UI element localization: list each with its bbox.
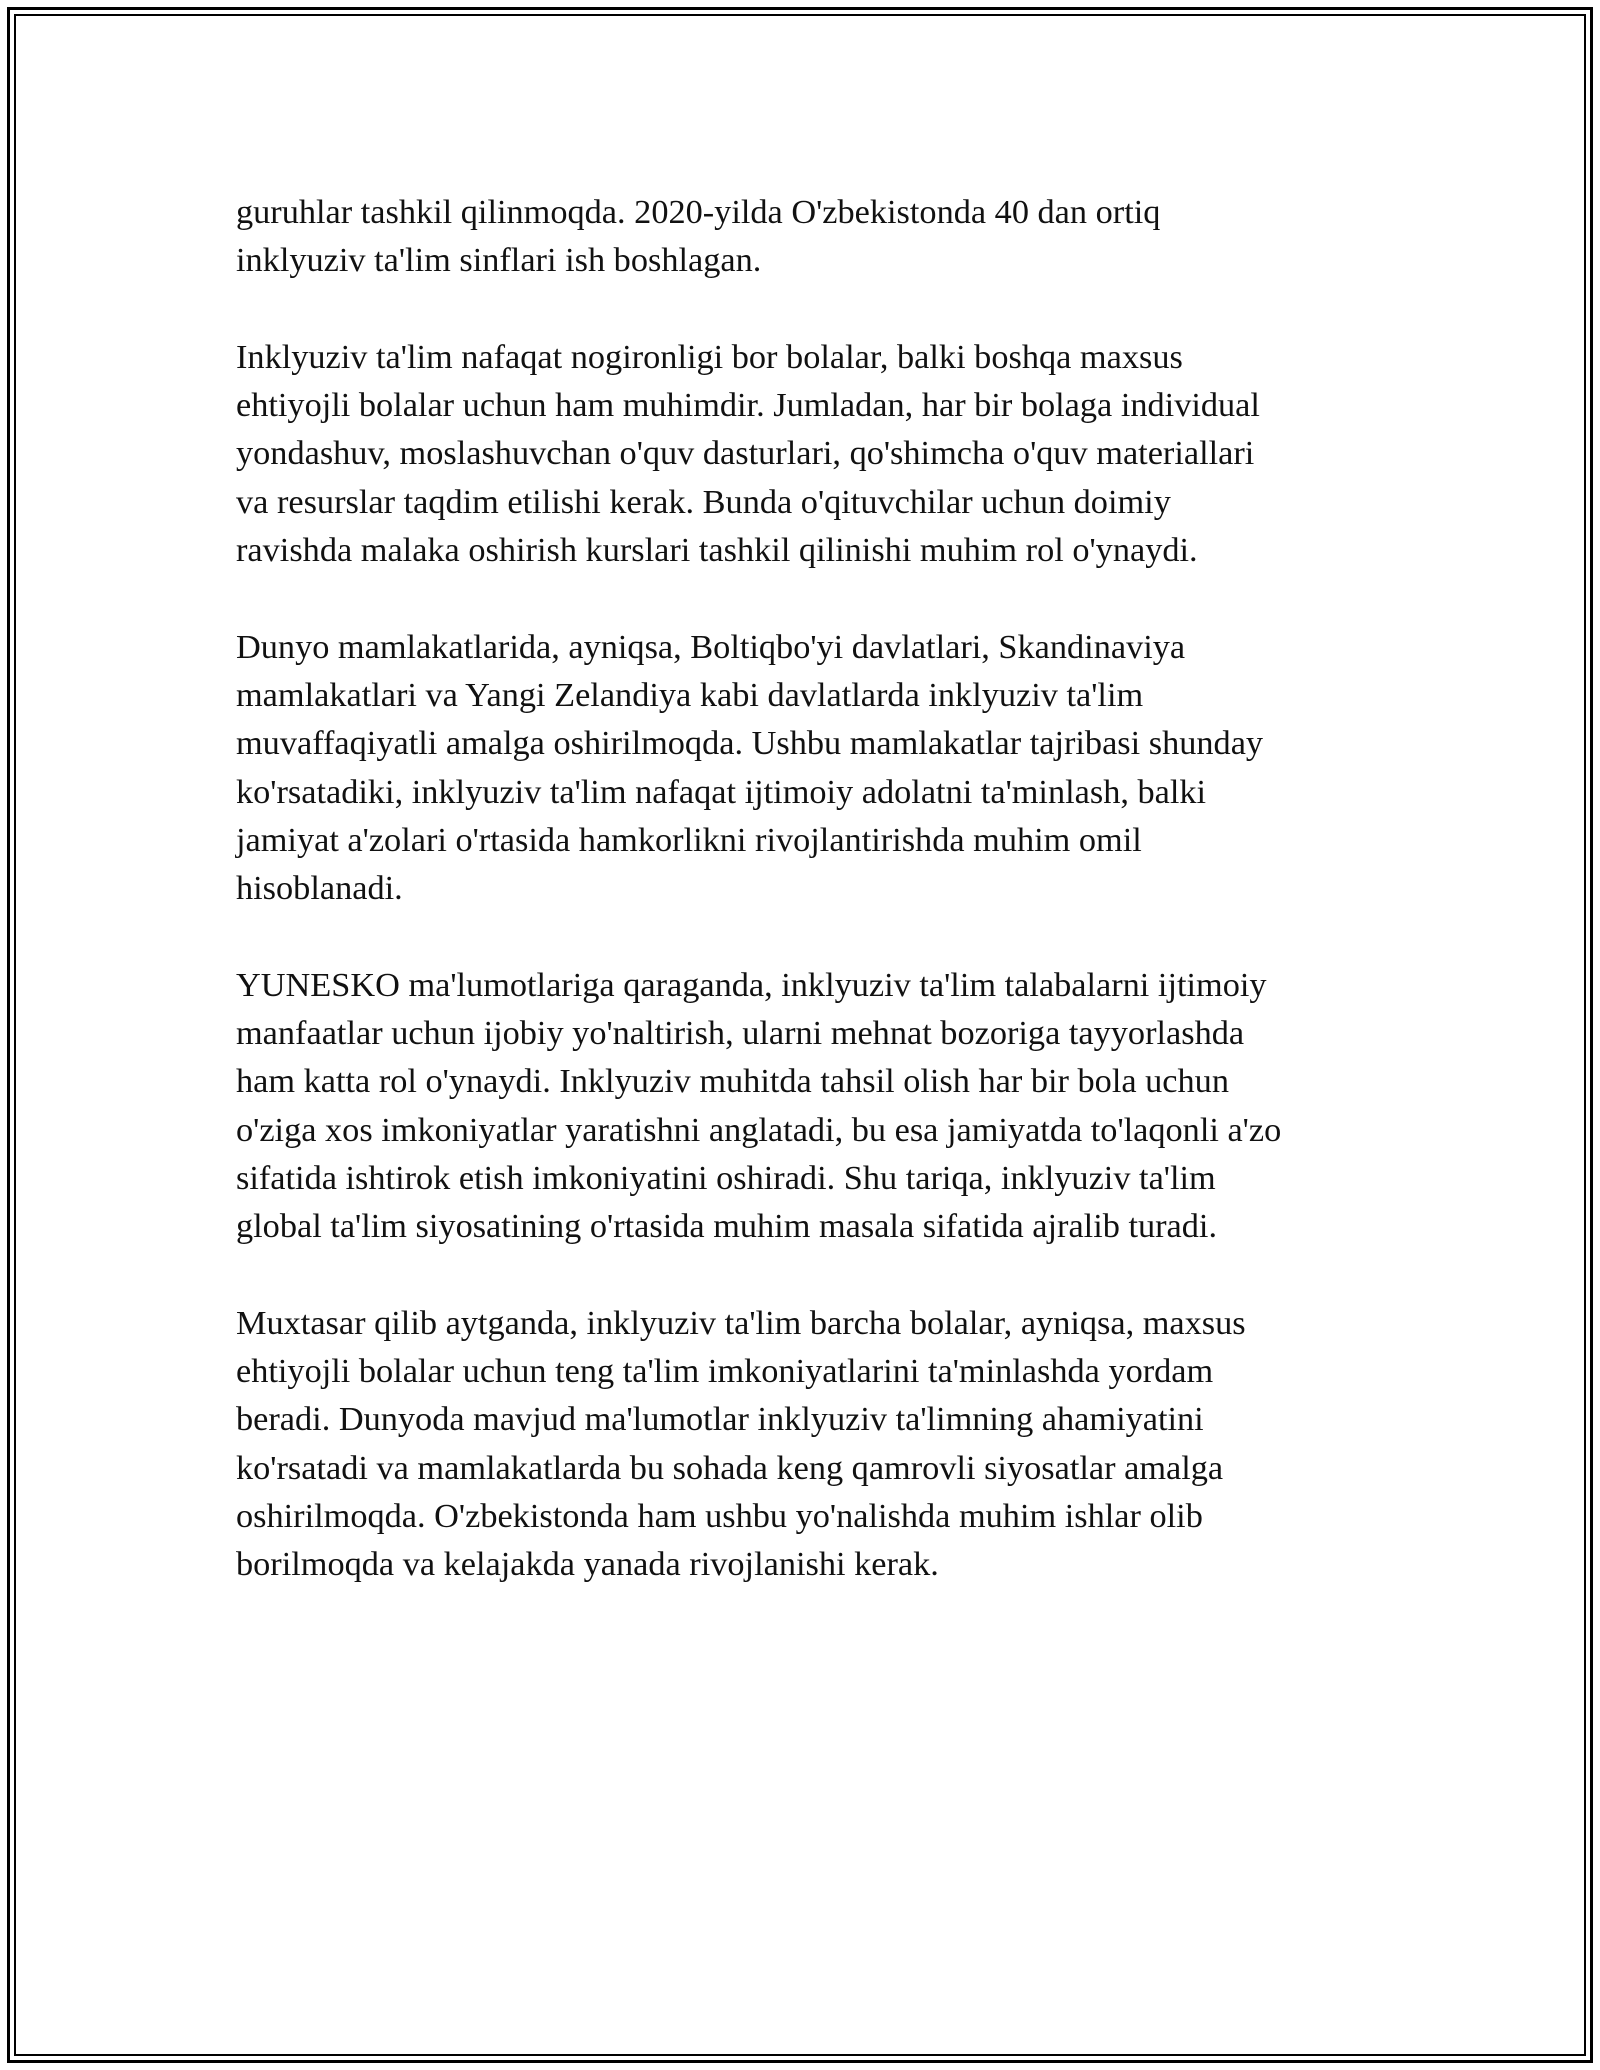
paragraph-5 bbox=[236, 1299, 1376, 1589]
text-line: mamlakatlari va Yangi Zelandiya kabi davlatlarda inklyuziv ta'lim bbox=[236, 675, 1144, 714]
text-line: Dunyo mamlakatlarida, ayniqsa, Boltiqbo'yi davlatlari, Skandinaviya bbox=[236, 627, 1186, 666]
text-line: o'ziga xos imkoniyatlar yaratishni anglatadi, bu esa jamiyatda to'laqonli a'zo bbox=[236, 1110, 1282, 1149]
text-line: ko'rsatadi va mamlakatlarda bu sohada keng qamrovli siyosatlar amalga bbox=[236, 1448, 1224, 1487]
text-line: ehtiyojli bolalar uchun teng ta'lim imkoniyatlarini ta'minlashda yordam bbox=[236, 1352, 1214, 1391]
text-line: YUNESKO ma'lumotlariga qaraganda, inklyuziv ta'lim talabalarni ijtimoiy bbox=[236, 965, 1267, 1004]
document-body bbox=[236, 188, 1376, 1637]
text-line: borilmoqda va kelajakda yanada rivojlanishi kerak. bbox=[236, 1545, 939, 1584]
text-line: guruhlar tashkil qilinmoqda. 2020-yilda O'zbekistonda 40 dan ortiq bbox=[236, 193, 1161, 231]
text-line: oshirilmoqda. O'zbekistonda ham ushbu yo'nalishda muhim ishlar olib bbox=[236, 1497, 1203, 1536]
text-line: ehtiyojli bolalar uchun ham muhimdir. Jumladan, har bir bolaga individual bbox=[236, 386, 1260, 425]
paragraph-2 bbox=[236, 333, 1376, 574]
text-line: inklyuziv ta'lim sinflari ish boshlagan. bbox=[236, 241, 762, 280]
text-line: hisoblanadi. bbox=[236, 869, 403, 908]
text-line: global ta'lim siyosatining o'rtasida muhim masala sifatida ajralib turadi. bbox=[236, 1207, 1218, 1246]
text-line: Muxtasar qilib aytganda, inklyuziv ta'lim barcha bolalar, ayniqsa, maxsus bbox=[236, 1303, 1246, 1342]
text-line: ko'rsatadiki, inklyuziv ta'lim nafaqat ijtimoiy adolatni ta'minlash, balki bbox=[236, 772, 1207, 811]
text-line: yondashuv, moslashuvchan o'quv dasturlari, qo'shimcha o'quv materiallari bbox=[236, 434, 1255, 473]
text-line: manfaatlar uchun ijobiy yo'naltirish, ularni mehnat bozoriga tayyorlashda bbox=[236, 1014, 1245, 1053]
text-line: ravishda malaka oshirish kurslari tashkil qilinishi muhim rol o'ynaydi. bbox=[236, 531, 1198, 570]
paragraph-4 bbox=[236, 961, 1376, 1251]
paragraph-3 bbox=[236, 623, 1376, 913]
paragraph-1 bbox=[236, 188, 1376, 285]
text-line: muvaffaqiyatli amalga oshirilmoqda. Ushbu mamlakatlar tajribasi shunday bbox=[236, 724, 1264, 763]
text-line: ham katta rol o'ynaydi. Inklyuziv muhitda tahsil olish har bir bola uchun bbox=[236, 1062, 1229, 1101]
text-line: Inklyuziv ta'lim nafaqat nogironligi bor bolalar, balki boshqa maxsus bbox=[236, 337, 1183, 376]
text-line: beradi. Dunyoda mavjud ma'lumotlar inklyuziv ta'limning ahamiyatini bbox=[236, 1400, 1204, 1439]
text-line: jamiyat a'zolari o'rtasida hamkorlikni rivojlantirishda muhim omil bbox=[236, 820, 1142, 859]
text-line: va resurslar taqdim etilishi kerak. Bunda o'qituvchilar uchun doimiy bbox=[236, 482, 1171, 521]
text-line: sifatida ishtirok etish imkoniyatini oshiradi. Shu tariqa, inklyuziv ta'lim bbox=[236, 1158, 1216, 1197]
